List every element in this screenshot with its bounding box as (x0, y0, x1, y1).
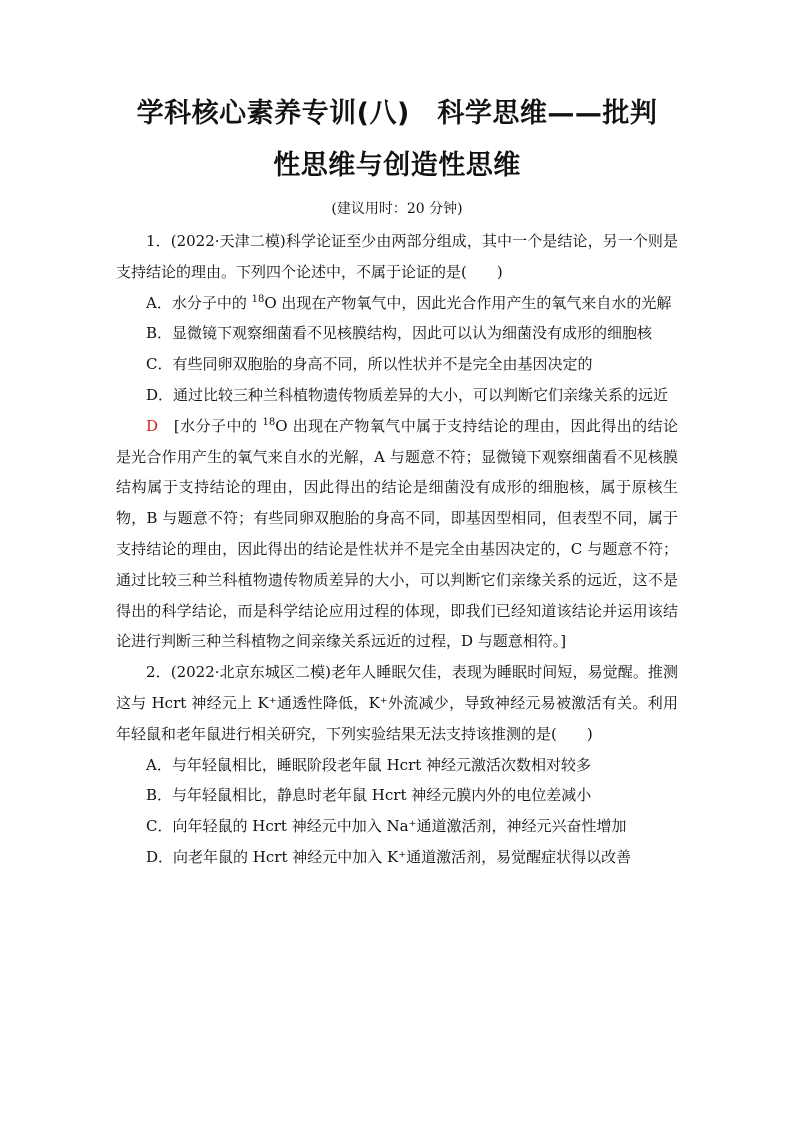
title-line-2: 性思维与创造性思维 (273, 150, 521, 181)
question-1-option-a: A．水分子中的 $^{18}$O 出现在产物氧气中，因此光合作用产生的氧气来自水的光解 (146, 293, 672, 312)
document-page (116, 88, 678, 873)
answer-letter: D (146, 416, 159, 435)
question-1-explanation: D [水分子中的 $^{18}$O 出现在产物氧气中属于支持结论的理由，因此得出的结论是光合作用产生的氧气来自水的光解，A 与题意不符；显微镜下观察细菌看不见核膜结构属于支持结论的理由，因此得出的结论是细菌没有成形的细胞核，属于原核生物，B 与题意不符；有些同卵双胞胎的身高不同，即基因型相同，但表型不同，属于支持结论的理由，因此得出的结论是性状并不是完全由基因决定的，C 与题意不符；通过比较三种兰科植物遗传物质差异的大小，可以判断它们亲缘关系的远近，这不是得出的科学结论，而是科学结论应用过程的体现，即我们已经知道该结论并运用该结论进行判断三种兰科植物之间亲缘关系远近的过程，D 与题意相符。] (116, 416, 678, 651)
suggested-time: (建议用时：20 分钟) (331, 201, 463, 217)
question-2-option-c: C．向年轻鼠的 Hcrt 神经元中加入 Na⁺通道激活剂，神经元兴奋性增加 (146, 817, 627, 836)
question-1-stem: 1．(2022·天津二模)科学论证至少由两部分组成，其中一个是结论，另一个则是支持结论的理由。下列四个论述中，不属于论证的是( ) (116, 232, 678, 281)
question-2-option-b: B．与年轻鼠相比，静息时老年鼠 Hcrt 神经元膜内外的电位差减小 (146, 786, 592, 805)
question-2-option-d: D．向老年鼠的 Hcrt 神经元中加入 K⁺通道激活剂，易觉醒症状得以改善 (146, 847, 632, 866)
question-2-option-a: A．与年轻鼠相比，睡眠阶段老年鼠 Hcrt 神经元激活次数相对较多 (146, 755, 592, 774)
question-1-option-d: D．通过比较三种兰科植物遗传物质差异的大小，可以判断它们亲缘关系的远近 (146, 385, 669, 404)
question-2-stem: 2．(2022·北京东城区二模)老年人睡眠欠佳，表现为睡眠时间短，易觉醒。推测这与 Hcrt 神经元上 K⁺通透性降低，K⁺外流减少，导致神经元易被激活有关。利用年轻鼠和老年鼠进行相关研究，下列实验结果无法支持该推测的是( ) (116, 663, 678, 743)
question-1-option-c: C．有些同卵双胞胎的身高不同，所以性状并不是完全由基因决定的 (146, 355, 593, 374)
question-1-option-b: B．显微镜下观察细菌看不见核膜结构，因此可以认为细菌没有成形的细胞核 (146, 324, 653, 343)
page-title (116, 88, 678, 192)
title-line-1: 学科核心素养专训(八) 科学思维——批判 (136, 98, 658, 129)
